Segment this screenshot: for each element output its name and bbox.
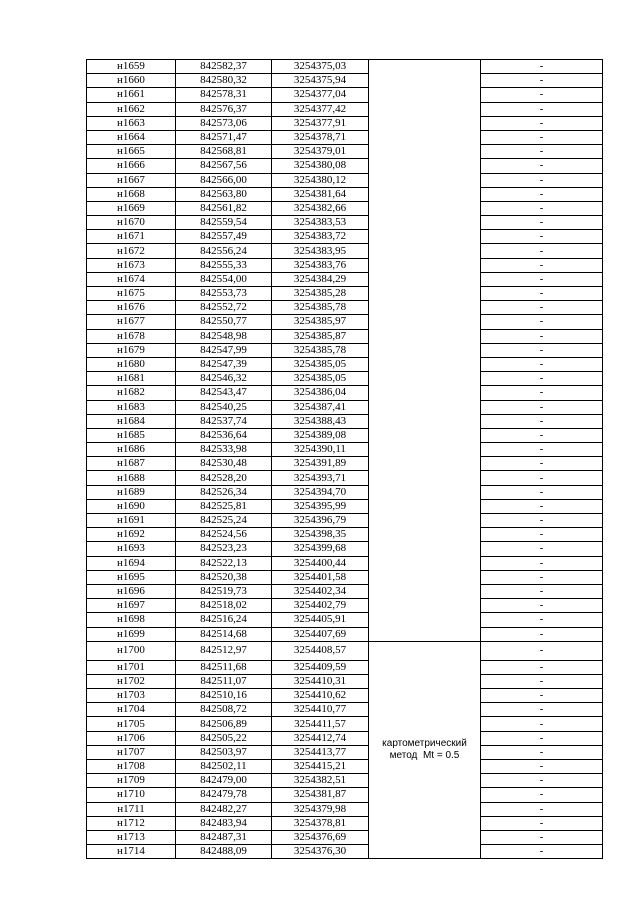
point-id-cell: н1677 [87,315,176,329]
table-row [87,845,603,859]
point-y-cell: 3254384,29 [272,272,369,286]
point-y-cell: 3254410,31 [272,674,369,688]
point-x-cell: 842520,38 [176,570,272,584]
accuracy-dash-cell: - [481,745,603,759]
point-x-cell: 842482,27 [176,802,272,816]
table-row [87,88,603,102]
point-y-cell: 3254375,03 [272,60,369,74]
point-y-cell: 3254405,91 [272,613,369,627]
accuracy-dash-cell: - [481,343,603,357]
point-id-cell: н1692 [87,528,176,542]
point-id-cell: н1688 [87,471,176,485]
point-y-cell: 3254385,28 [272,287,369,301]
point-x-cell: 842525,24 [176,514,272,528]
accuracy-dash-cell: - [481,703,603,717]
point-x-cell: 842576,37 [176,102,272,116]
point-id-cell: н1661 [87,88,176,102]
table-row [87,386,603,400]
accuracy-dash-cell: - [481,216,603,230]
point-y-cell: 3254409,59 [272,660,369,674]
accuracy-dash-cell: - [481,613,603,627]
point-y-cell: 3254385,97 [272,315,369,329]
point-y-cell: 3254385,78 [272,301,369,315]
accuracy-dash-cell: - [481,760,603,774]
table-row [87,485,603,499]
point-id-cell: н1691 [87,514,176,528]
point-x-cell: 842578,31 [176,88,272,102]
point-id-cell: н1672 [87,244,176,258]
point-x-cell: 842510,16 [176,689,272,703]
point-y-cell: 3254411,57 [272,717,369,731]
point-x-cell: 842554,00 [176,272,272,286]
point-id-cell: н1699 [87,627,176,641]
accuracy-dash-cell: - [481,731,603,745]
point-id-cell: н1669 [87,201,176,215]
table-row [87,471,603,485]
table-row [87,760,603,774]
accuracy-dash-cell: - [481,570,603,584]
point-id-cell: н1662 [87,102,176,116]
point-y-cell: 3254375,94 [272,74,369,88]
table-row [87,788,603,802]
point-y-cell: 3254380,08 [272,159,369,173]
point-id-cell: н1708 [87,760,176,774]
table-row [87,660,603,674]
accuracy-dash-cell: - [481,116,603,130]
point-y-cell: 3254377,91 [272,116,369,130]
point-id-cell: н1685 [87,428,176,442]
point-x-cell: 842568,81 [176,145,272,159]
point-y-cell: 3254410,62 [272,689,369,703]
accuracy-dash-cell: - [481,372,603,386]
point-x-cell: 842511,68 [176,660,272,674]
point-x-cell: 842552,72 [176,301,272,315]
table-row [87,272,603,286]
accuracy-dash-cell: - [481,301,603,315]
point-x-cell: 842519,73 [176,584,272,598]
table-row [87,745,603,759]
point-y-cell: 3254413,77 [272,745,369,759]
accuracy-dash-cell: - [481,287,603,301]
point-id-cell: н1707 [87,745,176,759]
accuracy-dash-cell: - [481,499,603,513]
point-x-cell: 842573,06 [176,116,272,130]
accuracy-dash-cell: - [481,802,603,816]
point-y-cell: 3254398,35 [272,528,369,542]
point-id-cell: н1682 [87,386,176,400]
table-row [87,372,603,386]
table-row [87,400,603,414]
point-id-cell: н1679 [87,343,176,357]
point-y-cell: 3254379,98 [272,802,369,816]
accuracy-dash-cell: - [481,244,603,258]
point-x-cell: 842550,77 [176,315,272,329]
accuracy-dash-cell: - [481,88,603,102]
point-x-cell: 842516,24 [176,613,272,627]
point-x-cell: 842508,72 [176,703,272,717]
table-row [87,428,603,442]
accuracy-dash-cell: - [481,173,603,187]
point-x-cell: 842502,11 [176,760,272,774]
table-row [87,443,603,457]
point-y-cell: 3254389,08 [272,428,369,442]
point-id-cell: н1676 [87,301,176,315]
accuracy-dash-cell: - [481,641,603,660]
point-id-cell: н1666 [87,159,176,173]
point-id-cell: н1675 [87,287,176,301]
point-x-cell: 842503,97 [176,745,272,759]
coordinates-table-body [87,60,603,859]
accuracy-dash-cell: - [481,457,603,471]
point-id-cell: н1712 [87,816,176,830]
point-id-cell: н1713 [87,830,176,844]
table-row [87,145,603,159]
accuracy-dash-cell: - [481,485,603,499]
point-x-cell: 842567,56 [176,159,272,173]
table-row [87,357,603,371]
point-x-cell: 842524,56 [176,528,272,542]
point-y-cell: 3254382,51 [272,774,369,788]
point-x-cell: 842547,99 [176,343,272,357]
point-y-cell: 3254401,58 [272,570,369,584]
accuracy-dash-cell: - [481,130,603,144]
table-row [87,74,603,88]
point-x-cell: 842533,98 [176,443,272,457]
point-y-cell: 3254395,99 [272,499,369,513]
accuracy-dash-cell: - [481,145,603,159]
point-id-cell: н1667 [87,173,176,187]
point-y-cell: 3254380,12 [272,173,369,187]
method-cell-empty [369,60,481,642]
accuracy-dash-cell: - [481,788,603,802]
point-y-cell: 3254388,43 [272,414,369,428]
point-x-cell: 842522,13 [176,556,272,570]
table-row [87,599,603,613]
point-y-cell: 3254386,04 [272,386,369,400]
point-x-cell: 842487,31 [176,830,272,844]
table-row [87,457,603,471]
point-x-cell: 842543,47 [176,386,272,400]
accuracy-dash-cell: - [481,428,603,442]
table-row [87,130,603,144]
point-x-cell: 842479,00 [176,774,272,788]
accuracy-dash-cell: - [481,315,603,329]
table-row [87,329,603,343]
point-x-cell: 842555,33 [176,258,272,272]
point-id-cell: н1664 [87,130,176,144]
point-y-cell: 3254377,42 [272,102,369,116]
accuracy-dash-cell: - [481,717,603,731]
point-x-cell: 842488,09 [176,845,272,859]
point-id-cell: н1714 [87,845,176,859]
coordinates-table [86,59,603,859]
point-x-cell: 842580,32 [176,74,272,88]
table-row [87,315,603,329]
point-y-cell: 3254387,41 [272,400,369,414]
point-id-cell: н1683 [87,400,176,414]
accuracy-dash-cell: - [481,443,603,457]
accuracy-dash-cell: - [481,816,603,830]
table-row [87,556,603,570]
point-x-cell: 842557,49 [176,230,272,244]
point-id-cell: н1703 [87,689,176,703]
point-id-cell: н1710 [87,788,176,802]
point-x-cell: 842479,78 [176,788,272,802]
table-row [87,301,603,315]
point-y-cell: 3254385,05 [272,372,369,386]
point-id-cell: н1694 [87,556,176,570]
point-x-cell: 842525,81 [176,499,272,513]
point-y-cell: 3254385,78 [272,343,369,357]
accuracy-dash-cell: - [481,584,603,598]
point-x-cell: 842523,23 [176,542,272,556]
accuracy-dash-cell: - [481,542,603,556]
table-row [87,60,603,74]
table-row [87,116,603,130]
point-y-cell: 3254393,71 [272,471,369,485]
accuracy-dash-cell: - [481,599,603,613]
point-x-cell: 842582,37 [176,60,272,74]
point-y-cell: 3254381,87 [272,788,369,802]
point-id-cell: н1702 [87,674,176,688]
point-y-cell: 3254415,21 [272,760,369,774]
point-id-cell: н1697 [87,599,176,613]
point-id-cell: н1665 [87,145,176,159]
table-row [87,830,603,844]
point-y-cell: 3254410,77 [272,703,369,717]
table-row [87,703,603,717]
accuracy-dash-cell: - [481,400,603,414]
point-y-cell: 3254382,66 [272,201,369,215]
point-y-cell: 3254383,95 [272,244,369,258]
point-id-cell: н1709 [87,774,176,788]
point-x-cell: 842514,68 [176,627,272,641]
point-id-cell: н1701 [87,660,176,674]
table-row [87,674,603,688]
table-row [87,102,603,116]
point-y-cell: 3254381,64 [272,187,369,201]
table-row [87,343,603,357]
point-id-cell: н1704 [87,703,176,717]
point-x-cell: 842530,48 [176,457,272,471]
table-row [87,499,603,513]
point-id-cell: н1671 [87,230,176,244]
point-x-cell: 842546,32 [176,372,272,386]
point-y-cell: 3254383,53 [272,216,369,230]
table-row [87,774,603,788]
point-id-cell: н1690 [87,499,176,513]
table-row [87,201,603,215]
point-id-cell: н1698 [87,613,176,627]
point-id-cell: н1706 [87,731,176,745]
point-y-cell: 3254408,57 [272,641,369,660]
table-row [87,173,603,187]
accuracy-dash-cell: - [481,514,603,528]
point-id-cell: н1668 [87,187,176,201]
point-id-cell: н1678 [87,329,176,343]
accuracy-dash-cell: - [481,74,603,88]
point-x-cell: 842561,82 [176,201,272,215]
accuracy-dash-cell: - [481,357,603,371]
point-y-cell: 3254376,69 [272,830,369,844]
accuracy-dash-cell: - [481,774,603,788]
point-x-cell: 842526,34 [176,485,272,499]
accuracy-dash-cell: - [481,845,603,859]
table-row [87,613,603,627]
method-name: картометрический [382,738,467,749]
point-y-cell: 3254379,01 [272,145,369,159]
table-row [87,230,603,244]
accuracy-dash-cell: - [481,830,603,844]
accuracy-dash-cell: - [481,329,603,343]
point-x-cell: 842548,98 [176,329,272,343]
point-id-cell: н1689 [87,485,176,499]
point-y-cell: 3254383,72 [272,230,369,244]
accuracy-dash-cell: - [481,159,603,173]
point-x-cell: 842563,80 [176,187,272,201]
accuracy-dash-cell: - [481,386,603,400]
point-y-cell: 3254412,74 [272,731,369,745]
table-row [87,244,603,258]
point-y-cell: 3254396,79 [272,514,369,528]
point-id-cell: н1673 [87,258,176,272]
table-row [87,717,603,731]
point-x-cell: 842528,20 [176,471,272,485]
table-row [87,802,603,816]
point-y-cell: 3254385,05 [272,357,369,371]
accuracy-dash-cell: - [481,674,603,688]
point-y-cell: 3254402,34 [272,584,369,598]
point-y-cell: 3254394,70 [272,485,369,499]
table-row [87,287,603,301]
accuracy-dash-cell: - [481,414,603,428]
table-row [87,542,603,556]
point-id-cell: н1687 [87,457,176,471]
point-x-cell: 842566,00 [176,173,272,187]
table-row [87,187,603,201]
point-id-cell: н1684 [87,414,176,428]
point-id-cell: н1695 [87,570,176,584]
point-id-cell: н1663 [87,116,176,130]
point-y-cell: 3254378,71 [272,130,369,144]
accuracy-dash-cell: - [481,102,603,116]
method-cell [369,641,481,859]
table-row [87,414,603,428]
point-x-cell: 842547,39 [176,357,272,371]
point-id-cell: н1659 [87,60,176,74]
point-y-cell: 3254400,44 [272,556,369,570]
table-row [87,570,603,584]
point-x-cell: 842505,22 [176,731,272,745]
accuracy-dash-cell: - [481,187,603,201]
point-id-cell: н1693 [87,542,176,556]
point-y-cell: 3254402,79 [272,599,369,613]
point-id-cell: н1681 [87,372,176,386]
accuracy-dash-cell: - [481,689,603,703]
point-x-cell: 842536,64 [176,428,272,442]
point-x-cell: 842511,07 [176,674,272,688]
accuracy-dash-cell: - [481,528,603,542]
point-y-cell: 3254377,04 [272,88,369,102]
accuracy-dash-cell: - [481,471,603,485]
point-id-cell: н1696 [87,584,176,598]
table-row [87,584,603,598]
point-x-cell: 842571,47 [176,130,272,144]
point-id-cell: н1705 [87,717,176,731]
method-accuracy: метод Mt = 0.5 [389,750,460,761]
table-row [87,689,603,703]
accuracy-dash-cell: - [481,60,603,74]
point-y-cell: 3254390,11 [272,443,369,457]
accuracy-dash-cell: - [481,627,603,641]
point-x-cell: 842506,89 [176,717,272,731]
point-x-cell: 842556,24 [176,244,272,258]
point-y-cell: 3254385,87 [272,329,369,343]
table-row [87,528,603,542]
table-row [87,159,603,173]
point-y-cell: 3254383,76 [272,258,369,272]
point-y-cell: 3254399,68 [272,542,369,556]
accuracy-dash-cell: - [481,272,603,286]
table-row [87,816,603,830]
table-row [87,627,603,641]
point-id-cell: н1686 [87,443,176,457]
point-x-cell: 842559,54 [176,216,272,230]
point-x-cell: 842553,73 [176,287,272,301]
point-y-cell: 3254376,30 [272,845,369,859]
table-row [87,258,603,272]
point-id-cell: н1711 [87,802,176,816]
table-row [87,216,603,230]
point-x-cell: 842483,94 [176,816,272,830]
point-y-cell: 3254407,69 [272,627,369,641]
accuracy-dash-cell: - [481,201,603,215]
point-id-cell: н1674 [87,272,176,286]
point-id-cell: н1680 [87,357,176,371]
accuracy-dash-cell: - [481,556,603,570]
accuracy-dash-cell: - [481,258,603,272]
point-id-cell: н1670 [87,216,176,230]
table-row [87,641,603,660]
point-x-cell: 842518,02 [176,599,272,613]
accuracy-dash-cell: - [481,660,603,674]
point-id-cell: н1660 [87,74,176,88]
point-id-cell: н1700 [87,641,176,660]
point-x-cell: 842512,97 [176,641,272,660]
point-x-cell: 842537,74 [176,414,272,428]
point-y-cell: 3254378,81 [272,816,369,830]
table-row [87,731,603,745]
point-x-cell: 842540,25 [176,400,272,414]
point-y-cell: 3254391,89 [272,457,369,471]
table-row [87,514,603,528]
accuracy-dash-cell: - [481,230,603,244]
